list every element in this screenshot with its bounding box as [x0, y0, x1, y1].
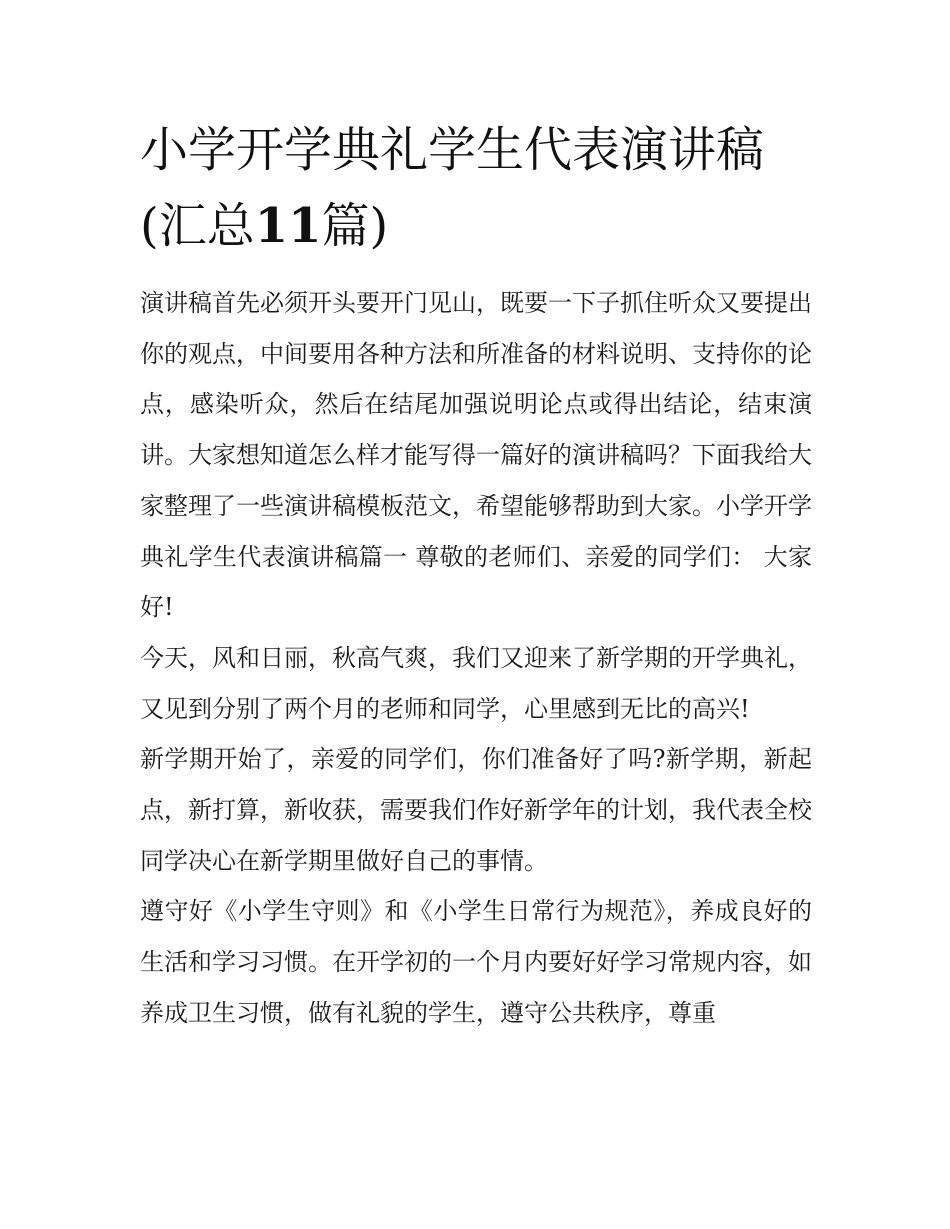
- document-body: [140, 278, 812, 1039]
- paragraph-intro: 演讲稿首先必须开头要开门见山，既要一下子抓住听众又要提出你的观点，中间要用各种方法和所准备的材料说明、支持你的论点，感染听众，然后在结尾加强说明论点或得出结论，结束演讲。大家想知道怎么样才能写得一篇好的演讲稿吗？下面我给大家整理了一些演讲稿模板范文，希望能够帮助到大家。小学开学典礼学生代表演讲稿篇一 尊敬的老师们、亲爱的同学们： 大家好!: [140, 289, 812, 622]
- title-line-1: 小学开学典礼学生代表演讲稿: [140, 122, 765, 178]
- paragraph-opening: 今天，风和日丽，秋高气爽，我们又迎来了新学期的开学典礼，又见到分别了两个月的老师和同学，心里感到无比的高兴!: [140, 643, 812, 723]
- document-content: [140, 112, 812, 1039]
- title-line-2-number: 11: [254, 198, 322, 254]
- paragraph-new-semester: 新学期开始了，亲爱的同学们，你们准备好了吗?新学期，新起点，新打算，新收获，需要我们作好新学年的计划，我代表全校同学决心在新学期里做好自己的事情。: [140, 745, 812, 875]
- title-line-2-suffix: 篇): [321, 198, 389, 254]
- title-line-2-prefix: (汇总: [140, 198, 255, 254]
- document-title: [140, 112, 812, 264]
- paragraph-rules: 遵守好《小学生守则》和《小学生日常行为规范》，养成良好的生活和学习习惯。在开学初的一个月内要好好学习常规内容，如养成卫生习惯，做有礼貌的学生，遵守公共秩序，尊重: [140, 897, 812, 1027]
